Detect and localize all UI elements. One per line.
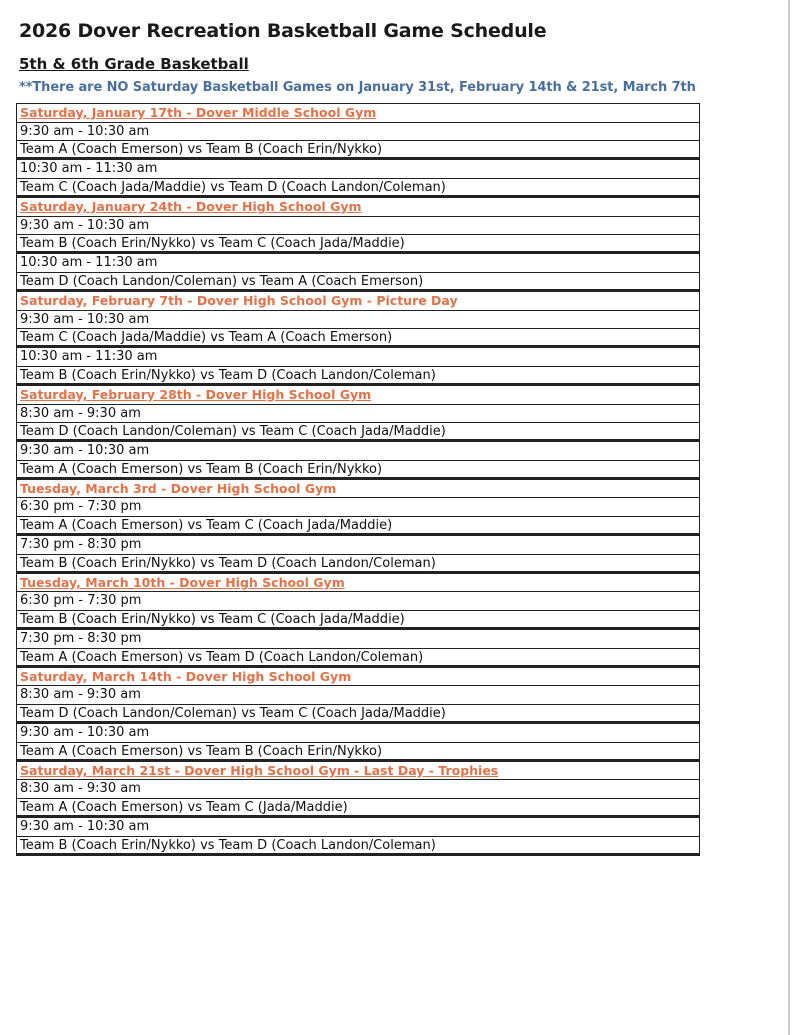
day-header — [17, 198, 699, 217]
game-matchup: Team D (Coach Landon/Coleman) vs Team A (Coach Emerson) — [17, 273, 699, 292]
game-matchup: Team A (Coach Emerson) vs Team C (Jada/Maddie) — [17, 799, 699, 818]
game-matchup: Team B (Coach Erin/Nykko) vs Team D (Coach Landon/Coleman) — [17, 367, 699, 386]
game-time: 6:30 pm - 7:30 pm — [17, 498, 699, 517]
game-time: 9:30 am - 10:30 am — [17, 818, 699, 837]
game-time: 9:30 am - 10:30 am — [17, 724, 699, 743]
day-header — [17, 574, 699, 593]
game-matchup: Team D (Coach Landon/Coleman) vs Team C (Coach Jada/Maddie) — [17, 705, 699, 724]
day-header-label: Tuesday, March 10th - Dover High School Gym — [20, 574, 345, 590]
game-time: 6:30 pm - 7:30 pm — [17, 592, 699, 611]
day-header — [17, 762, 699, 781]
day-header-label: Saturday, February 28th - Dover High School Gym — [20, 386, 372, 402]
game-time: 9:30 am - 10:30 am — [17, 311, 699, 330]
game-time: 7:30 pm - 8:30 pm — [17, 630, 699, 649]
game-matchup: Team B (Coach Erin/Nykko) vs Team D (Coach Landon/Coleman) — [17, 555, 699, 574]
game-matchup: Team A (Coach Emerson) vs Team D (Coach Landon/Coleman) — [17, 649, 699, 668]
day-header-label: Saturday, February 7th - Dover High School Gym - Picture Day — [20, 292, 458, 308]
page-title: 2026 Dover Recreation Basketball Game Schedule — [19, 20, 547, 42]
day-header-label: Tuesday, March 3rd - Dover High School Gym — [20, 480, 337, 496]
day-header — [17, 386, 699, 405]
no-games-notice: **There are NO Saturday Basketball Games on January 31st, February 14th & 21st, March 7th — [19, 80, 696, 95]
day-header — [17, 104, 699, 123]
game-matchup: Team D (Coach Landon/Coleman) vs Team C (Coach Jada/Maddie) — [17, 423, 699, 442]
game-time: 8:30 am - 9:30 am — [17, 405, 699, 424]
game-matchup: Team B (Coach Erin/Nykko) vs Team C (Coach Jada/Maddie) — [17, 235, 699, 254]
game-time: 9:30 am - 10:30 am — [17, 442, 699, 461]
game-matchup: Team C (Coach Jada/Maddie) vs Team A (Coach Emerson) — [17, 329, 699, 348]
game-time: 10:30 am - 11:30 am — [17, 160, 699, 179]
game-time: 10:30 am - 11:30 am — [17, 348, 699, 367]
day-header-label: Saturday, January 24th - Dover High School Gym — [20, 198, 362, 214]
game-matchup: Team B (Coach Erin/Nykko) vs Team D (Coach Landon/Coleman) — [17, 837, 699, 856]
schedule-table — [16, 103, 700, 856]
game-time: 9:30 am - 10:30 am — [17, 123, 699, 142]
game-matchup: Team C (Coach Jada/Maddie) vs Team D (Coach Landon/Coleman) — [17, 179, 699, 198]
day-header-label: Saturday, March 21st - Dover High School Gym - Last Day - Trophies — [20, 762, 499, 778]
day-header-label: Saturday, March 14th - Dover High School Gym — [20, 668, 352, 684]
game-matchup: Team A (Coach Emerson) vs Team B (Coach Erin/Nykko) — [17, 141, 699, 160]
day-header — [17, 668, 699, 687]
game-time: 9:30 am - 10:30 am — [17, 217, 699, 236]
game-matchup: Team A (Coach Emerson) vs Team B (Coach Erin/Nykko) — [17, 461, 699, 480]
game-time: 10:30 am - 11:30 am — [17, 254, 699, 273]
day-header-label: Saturday, January 17th - Dover Middle School Gym — [20, 105, 377, 120]
game-time: 8:30 am - 9:30 am — [17, 780, 699, 799]
game-matchup: Team B (Coach Erin/Nykko) vs Team C (Coach Jada/Maddie) — [17, 611, 699, 630]
page-subtitle: 5th & 6th Grade Basketball — [19, 55, 249, 73]
game-time: 8:30 am - 9:30 am — [17, 686, 699, 705]
day-header — [17, 480, 699, 499]
game-matchup: Team A (Coach Emerson) vs Team C (Coach Jada/Maddie) — [17, 517, 699, 536]
game-time: 7:30 pm - 8:30 pm — [17, 536, 699, 555]
day-header — [17, 292, 699, 311]
game-matchup: Team A (Coach Emerson) vs Team B (Coach Erin/Nykko) — [17, 743, 699, 762]
scan-edge — [788, 0, 790, 1035]
